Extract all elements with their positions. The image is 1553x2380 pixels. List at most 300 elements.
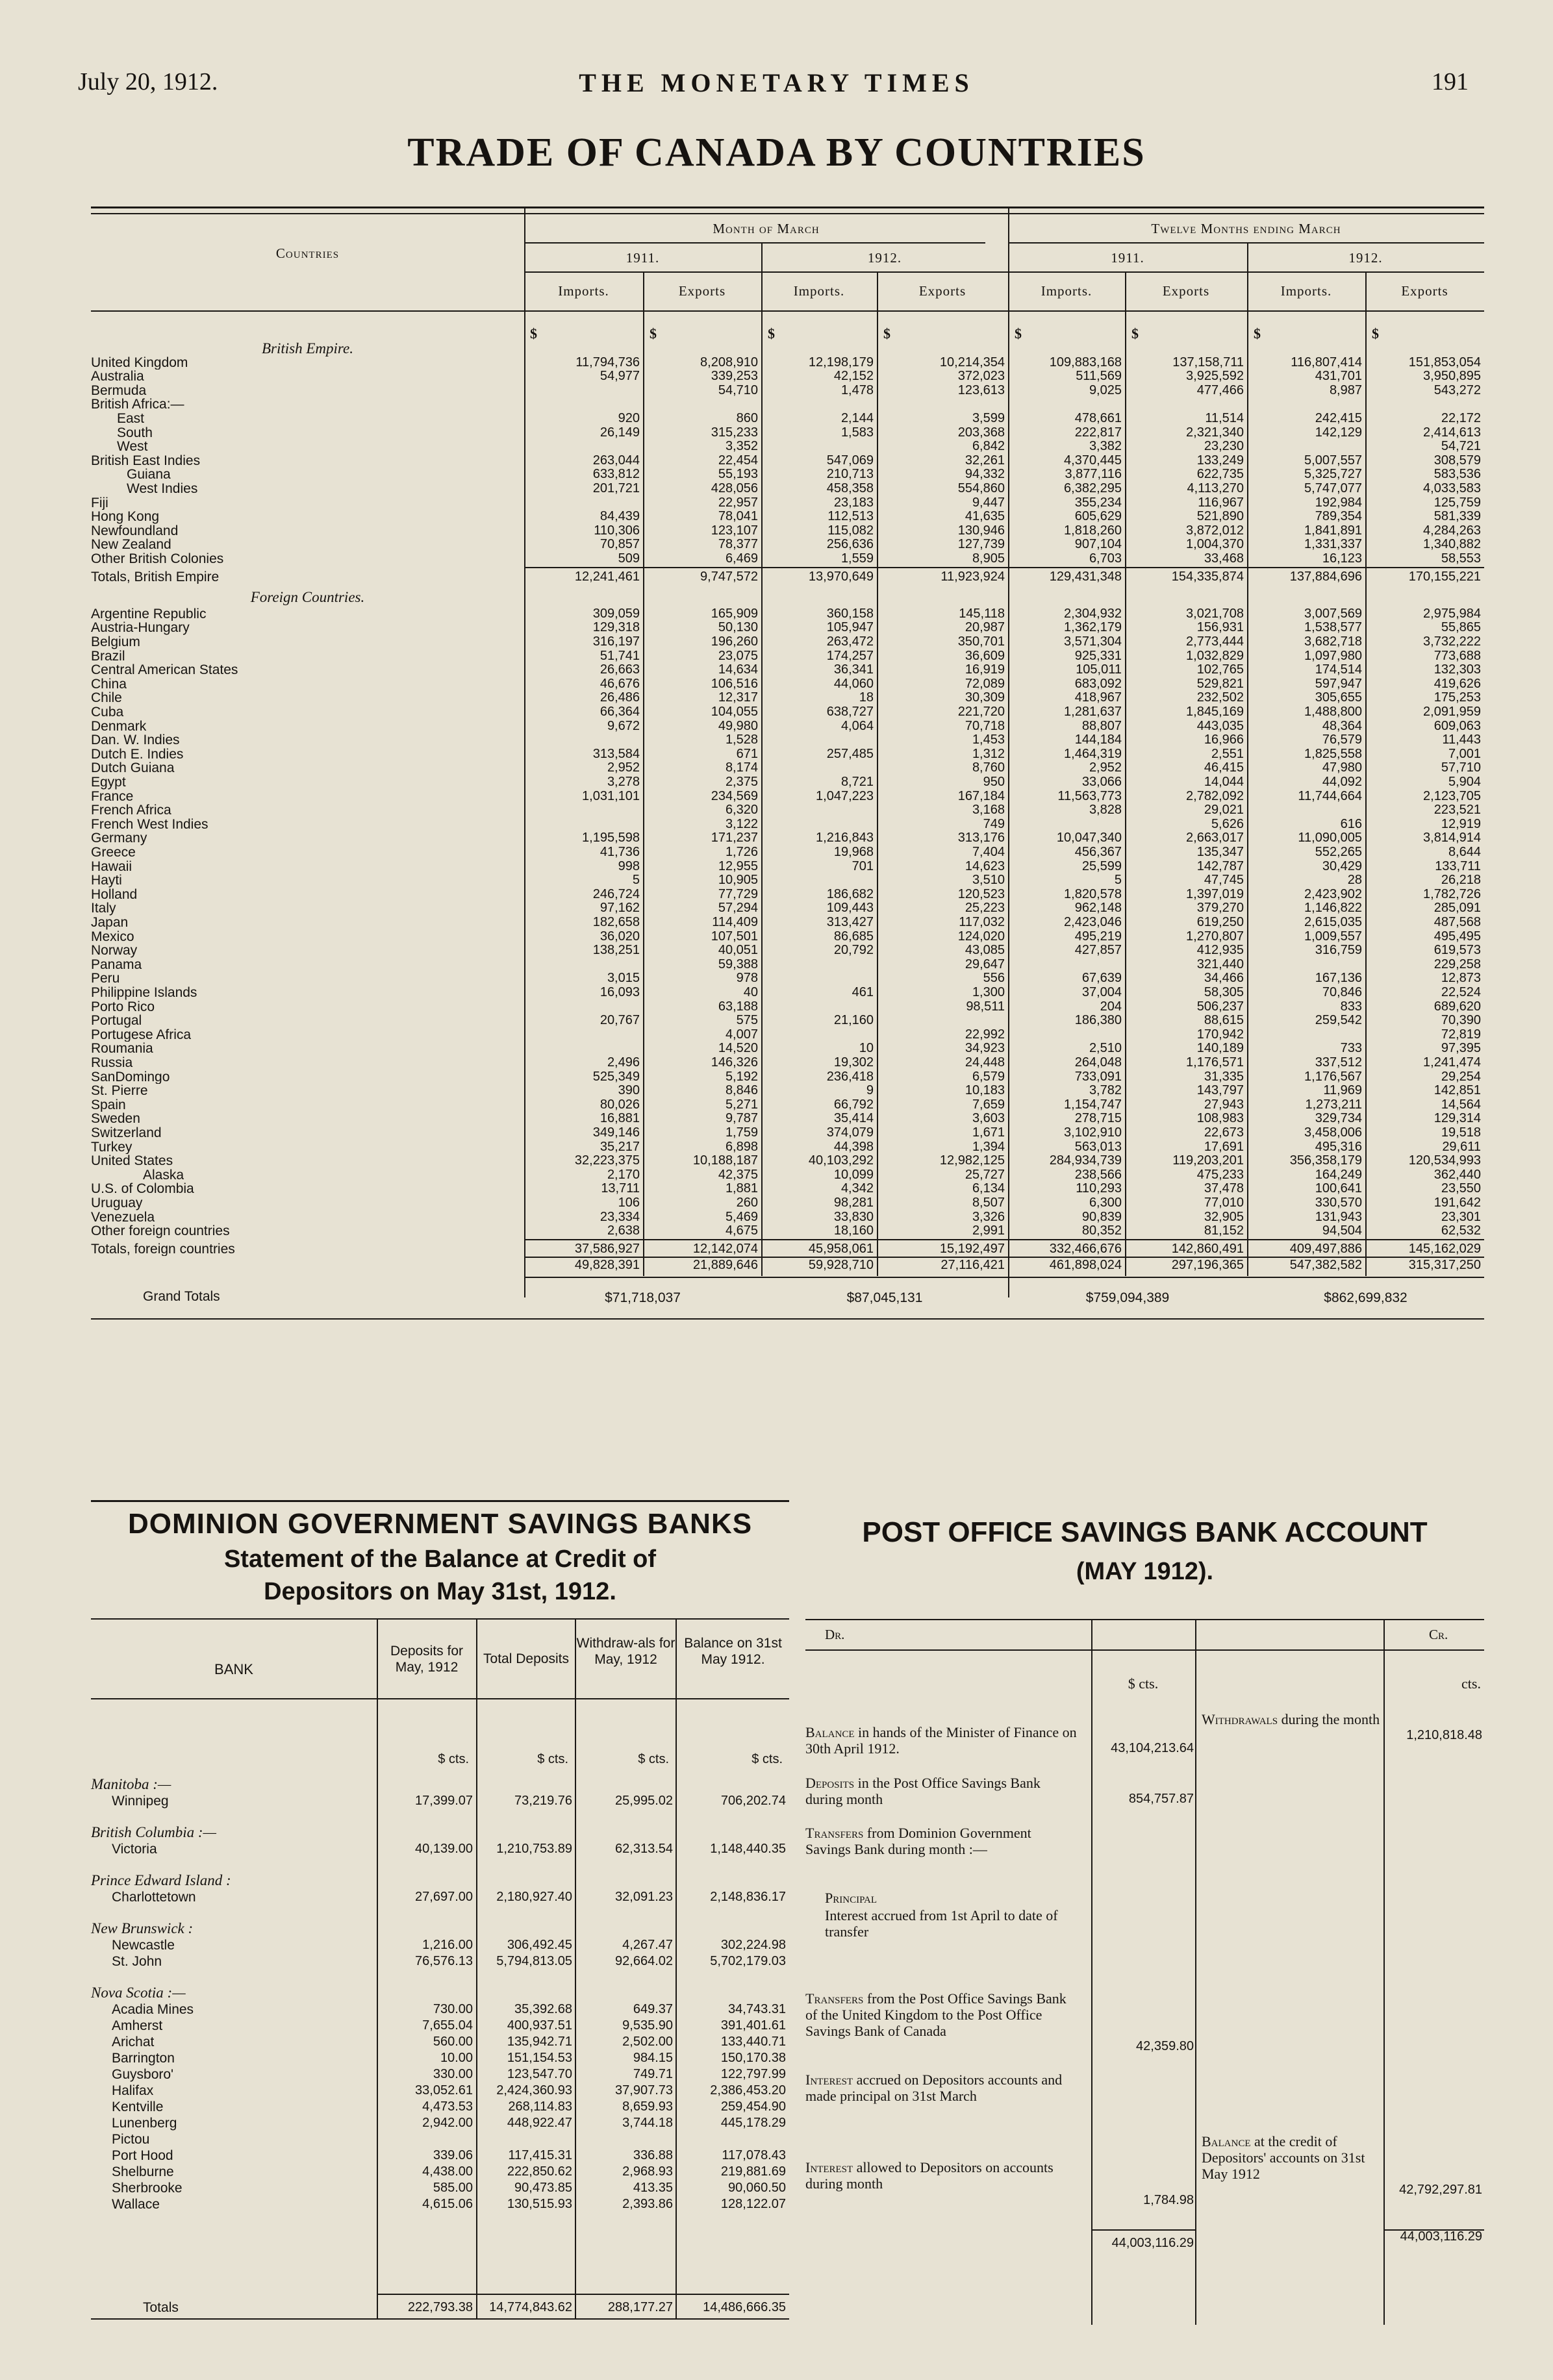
grand-total-value: $759,094,389 [1085,1290,1170,1305]
cell-value: 18,160 [833,1223,874,1238]
cell-value: 16,123 [1322,551,1362,566]
country-label: Venezuela [91,1210,155,1225]
cell-value: 920 [618,411,640,425]
cell-value: 12,919 [1441,816,1481,831]
dr-label: Dr. [825,1627,845,1642]
cell-value: 24,448 [965,1055,1005,1070]
cell-value: 201,721 [592,481,640,495]
cell-value: 119,203,201 [1172,1153,1244,1168]
province-label: New Brunswick : [91,1920,194,1936]
cell-value: 210,713 [826,467,874,482]
rule [91,2318,789,2320]
cell-value: 2,375 [725,775,758,789]
country-label: Newfoundland [91,523,179,538]
bank-name: Pictou [112,2132,150,2147]
cell-value: 22,172 [1441,411,1481,425]
amount: 854,757.87 [1128,1792,1194,1806]
cell-value: 1,148,440.35 [710,1842,786,1856]
country-label: Belgium [91,635,140,649]
cell-value: 32,905 [1204,1209,1244,1224]
cell-value: 36,609 [965,648,1005,663]
cell-value: 10.00 [440,2051,473,2065]
imports-header: Imports. [1041,283,1092,299]
combined-total: 59,928,710 [808,1258,874,1273]
cell-value: 182,658 [592,915,640,929]
cell-value: 222,817 [1074,425,1122,440]
exports-header: Exports [1162,283,1210,299]
page-title: TRADE OF CANADA BY COUNTRIES [407,131,1146,175]
country-label: Mexico [91,929,134,944]
cell-value: 151,853,054 [1408,355,1481,370]
cell-value: 35,414 [833,1111,874,1126]
cell-value: 6,134 [972,1181,1005,1196]
bank-name: Arichat [112,2035,155,2049]
rule [1383,1619,1385,2325]
cell-value: 487,568 [1433,915,1481,929]
cell-value: 543,272 [1433,382,1481,397]
cell-value: 143,797 [1196,1083,1244,1098]
cell-value: 2,091,959 [1423,705,1481,719]
country-label: Egypt [91,775,126,790]
label-text: in the Post Office Savings Bank during month [805,1775,1041,1807]
cell-value: 9,787 [725,1111,758,1126]
cell-value: 4,370,445 [1064,453,1122,468]
cell-value: 67,639 [1081,971,1122,986]
cell-value: 6,703 [1089,551,1122,566]
cell-value: 1,397,019 [1186,886,1244,901]
cell-value: 316,759 [1315,943,1362,958]
cell-value: 268,114.83 [508,2099,572,2114]
transfers-dominion-label [805,1825,1078,1857]
cell-value: 330,570 [1315,1196,1362,1210]
cell-value: 86,685 [833,929,874,944]
cell-value: 70,857 [600,537,640,552]
cell-value: 428,056 [711,481,758,495]
cell-value: 14,564 [1441,1097,1481,1112]
cell-value: 413.35 [633,2181,673,2195]
cell-value: 1,340,882 [1423,537,1481,552]
col-balance-header: Balance on 31st May 1912. [684,1636,782,1667]
cell-value: 13,970,649 [808,569,874,584]
cell-value: 6,300 [1089,1196,1122,1210]
cell-value: 7,655.04 [422,2018,473,2033]
cell-value: 605,629 [1074,509,1122,524]
cell-value: 37,586,927 [574,1241,640,1256]
country-label: South [117,425,153,440]
country-label: Guiana [127,468,171,482]
currency-sign: $ [1015,325,1022,342]
country-label: Central American States [91,663,238,677]
rule [1195,1619,1196,2325]
cell-value: 4,267.47 [622,1938,673,1952]
combined-total: 49,828,391 [574,1258,640,1273]
cell-value: 232,502 [1196,690,1244,705]
country-label: Japan [91,916,129,930]
cell-value: 597,947 [1315,676,1362,691]
cell-value: 130,946 [957,523,1005,538]
cell-value: 330.00 [433,2067,473,2081]
cell-value: 8,905 [972,551,1005,566]
year-header: 1911. [625,250,660,266]
cell-value: 123,107 [711,523,758,538]
rule [524,242,985,244]
amount: 43,104,213.64 [1111,1741,1194,1755]
cell-value: 42,375 [718,1167,758,1182]
cell-value: 495,316 [1315,1139,1362,1154]
cell-value: 8,659.93 [622,2099,673,2114]
cell-value: 26,218 [1441,873,1481,888]
section-title: POST OFFICE SAVINGS BANK ACCOUNT [862,1516,1428,1548]
cell-value: 112,513 [827,509,874,524]
cell-value: 221,720 [957,705,1005,719]
cell-value: 860 [736,411,758,425]
cell-value: 4,033,583 [1423,481,1481,495]
cell-value: 48,364 [1322,718,1362,733]
cell-value: 144,184 [1074,733,1122,747]
cell-value: 7,001 [1448,746,1481,761]
cell-value: 58,553 [1441,551,1481,566]
cell-value: 263,472 [826,634,874,649]
cell-value: 174,257 [826,648,874,663]
country-label: British Africa:— [91,397,184,412]
cell-value: 77,729 [718,886,758,901]
cell-value: 1,216.00 [422,1938,473,1952]
rule [377,2294,789,2295]
cell-value: 15,192,497 [939,1241,1005,1256]
cell-value: 90,473.85 [514,2181,572,2195]
cell-value: 2,304,932 [1064,606,1122,621]
withdrawals-label [1202,1711,1380,1727]
cell-value: 306,492.45 [507,1938,572,1952]
cell-value: 554,860 [957,481,1005,495]
cell-value: 475,233 [1196,1167,1244,1182]
total-amount: 44,003,116.29 [1111,2236,1194,2250]
total-value: 14,774,843.62 [489,2300,572,2314]
total-value: 222,793.38 [407,2300,473,2314]
unit-label: $ cts. [638,1752,669,1766]
cell-value: 55,193 [718,467,758,482]
cell-value: 5 [632,873,640,888]
cell-value: 260 [736,1196,758,1210]
cell-value: 29,611 [1442,1139,1481,1154]
col-bank-header: BANK [214,1661,253,1677]
country-label: Uruguay [91,1196,143,1210]
cell-value: 12,955 [718,858,758,873]
bank-name: Winnipeg [112,1794,169,1809]
cell-value: 3,925,592 [1186,369,1244,384]
cell-value: 372,023 [957,369,1005,384]
section-subtitle: (MAY 1912). [1076,1558,1214,1585]
country-label: Portugal [91,1014,142,1028]
cell-value: 110,293 [1076,1181,1122,1196]
country-label: Turkey [91,1140,133,1155]
cell-value: 309,059 [592,606,640,621]
country-label: France [91,789,134,804]
country-label: Brazil [91,649,125,664]
cell-value: 142,787 [1196,858,1244,873]
country-label: Hayti [91,873,122,888]
country-label: U.S. of Colombia [91,1182,194,1196]
cell-value: 529,821 [1196,676,1244,691]
deposits-label [805,1775,1078,1807]
cell-value: 165,909 [711,606,758,621]
cell-value: 925,331 [1074,648,1122,663]
cell-value: 23,550 [1441,1181,1481,1196]
cell-value: 10,188,187 [692,1153,758,1168]
currency-sign: $ [1254,325,1261,342]
grand-totals-label: Grand Totals [143,1289,220,1304]
post-office-savings-section [805,1510,1484,2325]
cell-value: 70,718 [965,718,1005,733]
cell-value: 17,399.07 [415,1794,473,1808]
bank-name: Wallace [112,2197,160,2212]
col-countries-header: Countries [275,245,340,261]
cell-value: 5,626 [1211,816,1244,831]
cell-value: 23,301 [1441,1209,1481,1224]
cell-value: 7,404 [972,845,1005,859]
cell-value: 3,782 [1089,1083,1122,1098]
cell-value: 2,496 [607,1055,640,1070]
cell-value: 1,559 [840,551,874,566]
cell-value: 3,828 [1089,803,1122,818]
cell-value: 1,154,747 [1064,1097,1122,1112]
cell-value: 649.37 [633,2002,673,2016]
cell-value: 563,013 [1074,1139,1122,1154]
cell-value: 5,747,077 [1304,481,1362,495]
header-date: July 20, 1912. [78,68,218,95]
cell-value: 1,726 [725,845,758,859]
cell-value: 14,623 [965,858,1005,873]
cell-value: 16,093 [600,985,640,999]
country-label: Russia [91,1056,133,1070]
cell-value: 246,724 [592,886,640,901]
country-label: Other foreign countries [91,1224,230,1238]
cell-value: 23,183 [833,495,874,510]
total-value: 14,486,666.35 [703,2300,786,2314]
cell-value: 41,635 [965,509,1005,524]
cell-value: 400,937.51 [507,2018,572,2033]
cell-value: 4,007 [725,1027,758,1042]
cell-value: 116,807,414 [1291,355,1362,370]
cell-value: 154,335,874 [1171,569,1244,584]
cell-value: 3,007,569 [1304,606,1362,621]
cell-value: 1,216,843 [816,831,874,846]
country-label: British East Indies [91,453,201,468]
cell-value: 12,198,179 [808,355,874,370]
cell-value: 409,497,886 [1289,1241,1362,1256]
cell-value: 633,812 [592,467,640,482]
imports-header: Imports. [793,283,845,299]
smallcaps-lead: Withdrawals [1202,1711,1278,1727]
cell-value: 3,877,116 [1065,467,1122,482]
cell-value: 11,923,924 [941,569,1005,584]
cell-value: 133,711 [1435,858,1481,873]
cell-value: 242,415 [1315,411,1362,425]
cell-value: 25,995.02 [615,1794,673,1808]
country-label: Cuba [91,705,124,720]
cell-value: 552,265 [1315,845,1362,859]
cell-value: 29,254 [1441,1069,1481,1084]
cell-value: 106,516 [711,676,758,691]
cell-value: 349,146 [592,1125,640,1140]
cell-value: 123,613 [957,382,1005,397]
cell-value: 120,534,993 [1408,1153,1481,1168]
cell-value: 142,851 [1433,1083,1481,1098]
cell-value: 638,727 [826,705,874,719]
cell-value: 355,234 [1074,495,1122,510]
cell-value: 43,085 [965,943,1005,958]
cell-value: 581,339 [1433,509,1481,524]
cell-value: 284,934,739 [1049,1153,1122,1168]
cell-value: 12,241,461 [574,569,640,584]
cell-value: 23,334 [600,1209,640,1224]
grand-total-value: $862,699,832 [1324,1290,1408,1305]
cell-value: 10,183 [965,1083,1005,1098]
cell-value: 175,253 [1433,690,1481,705]
cell-value: 6,898 [725,1139,758,1154]
rule [575,1618,576,2318]
cell-value: 45,958,061 [808,1241,874,1256]
cell-value: 308,579 [1433,453,1481,468]
cell-value: 1,528 [725,733,758,747]
unit-label: $ cts. [751,1752,783,1766]
cell-value: 2,148,836.17 [710,1890,786,1904]
cell-value: 256,636 [826,537,874,552]
cell-value: 116,967 [1198,495,1244,510]
imports-header: Imports. [1280,283,1332,299]
cell-value: 29,647 [965,957,1005,971]
cell-value: 3,872,012 [1186,523,1244,538]
cell-value: 57,710 [1441,760,1481,775]
cell-value: 140,189 [1196,1041,1244,1056]
cell-value: 8,174 [725,760,758,775]
cell-value: 70,390 [1441,1013,1481,1028]
cell-value: 4,113,270 [1187,481,1244,495]
masthead-title: THE MONETARY TIMES [579,68,974,97]
cell-value: 125,759 [1433,495,1481,510]
cell-value: 3,744.18 [622,2116,673,2130]
cell-value: 36,020 [600,929,640,944]
cell-value: 33,830 [833,1209,874,1224]
bank-name: Newcastle [112,1938,175,1953]
cell-value: 30,429 [1322,858,1362,873]
cell-value: 34,743.31 [728,2002,786,2016]
currency-sign: $ [768,325,775,342]
cell-value: 11,443 [1442,733,1481,747]
cell-value: 556 [983,971,1005,986]
cell-value: 984.15 [633,2051,673,2065]
cell-value: 2,952 [1089,760,1122,775]
cell-value: 11,794,736 [575,355,640,370]
cell-value: 42,152 [833,369,874,384]
cell-value: 16,919 [965,662,1005,677]
country-label: Bermuda [91,383,147,398]
cell-value: 35,392.68 [514,2002,572,2016]
cell-value: 2,170 [607,1167,640,1182]
cell-value: 313,176 [957,831,1005,846]
cell-value: 1,032,829 [1186,648,1244,663]
cell-value: 8,846 [725,1083,758,1098]
smallcaps-lead: Transfers [805,1990,864,2007]
section-heading-british: British Empire. [262,340,353,357]
cell-value: 1,270,807 [1186,929,1244,944]
amount: 1,784.98 [1143,2193,1194,2207]
cell-value: 72,089 [965,676,1005,691]
cell-value: 2,180,927.40 [496,1890,572,1904]
cell-value: 26,149 [600,425,640,440]
cell-value: 138,251 [592,943,640,958]
cell-value: 2,424,360.93 [496,2083,572,2098]
cell-value: 50,130 [718,620,758,635]
country-label: Spain [91,1097,126,1112]
cell-value: 6,382,295 [1064,481,1122,495]
country-label: United States [91,1154,173,1168]
cell-value: 1,583 [840,425,874,440]
cell-value: 9,535.90 [622,2018,673,2033]
country-label: Sweden [91,1112,140,1126]
cell-value: 130,515.93 [507,2197,572,2211]
cell-value: 6,579 [972,1069,1005,1084]
cell-value: 6,469 [725,551,758,566]
cell-value: 3,950,895 [1423,369,1481,384]
section-title: DOMINION GOVERNMENT SAVINGS BANKS [127,1508,753,1540]
year-header: 1912. [1348,250,1383,266]
cell-value: 360,158 [826,606,874,621]
cell-value: 285,091 [1433,901,1481,916]
unit-label: $ cts. [438,1752,469,1766]
cell-value: 8,760 [972,760,1005,775]
cell-value: 2,615,035 [1304,915,1362,929]
cell-value: 1,281,637 [1064,705,1122,719]
cr-label: Cr. [1429,1627,1448,1642]
combined-total: 27,116,421 [941,1258,1005,1273]
interest-accrued-label: Interest accrued from 1st April to date of transfer [825,1907,1058,1940]
cell-value: 1,464,319 [1064,746,1122,761]
col-deposits-header: Deposits for May, 1912 [390,1644,464,1675]
page-number: 191 [1432,68,1469,95]
cell-value: 191,642 [1433,1196,1481,1210]
cell-value: 31,335 [1204,1069,1244,1084]
cell-value: 37,907.73 [615,2083,673,2098]
cell-value: 11,514 [1205,411,1244,425]
rule [524,1277,1484,1278]
cell-value: 223,521 [1433,803,1481,818]
cell-value: 350,701 [957,634,1005,649]
cell-value: 171,237 [711,831,758,846]
country-label: French West Indies [91,817,208,832]
cell-value: 4,438.00 [422,2164,473,2179]
cell-value: 2,423,902 [1304,886,1362,901]
cell-value: 17,691 [1204,1139,1244,1154]
cell-value: 1,478 [840,382,874,397]
cell-value: 73,219.76 [514,1794,572,1808]
cell-value: 622,735 [1196,467,1244,482]
cell-value: 609,063 [1433,718,1481,733]
rule [524,1239,1484,1240]
cell-value: 3,015 [607,971,640,986]
cell-value: 1,031,101 [582,788,640,803]
dominion-savings-banks-section [91,1500,789,2325]
cell-value: 1,300 [972,985,1005,999]
cell-value: 92,664.02 [615,1954,673,1968]
cell-value: 3,326 [972,1209,1005,1224]
cell-value: 72,819 [1441,1027,1481,1042]
cell-value: 63,188 [718,999,758,1014]
cell-value: 1,818,260 [1064,523,1122,538]
cell-value: 36,341 [833,662,874,677]
cell-value: 59,388 [718,957,758,971]
cell-value: 332,466,676 [1049,1241,1122,1256]
